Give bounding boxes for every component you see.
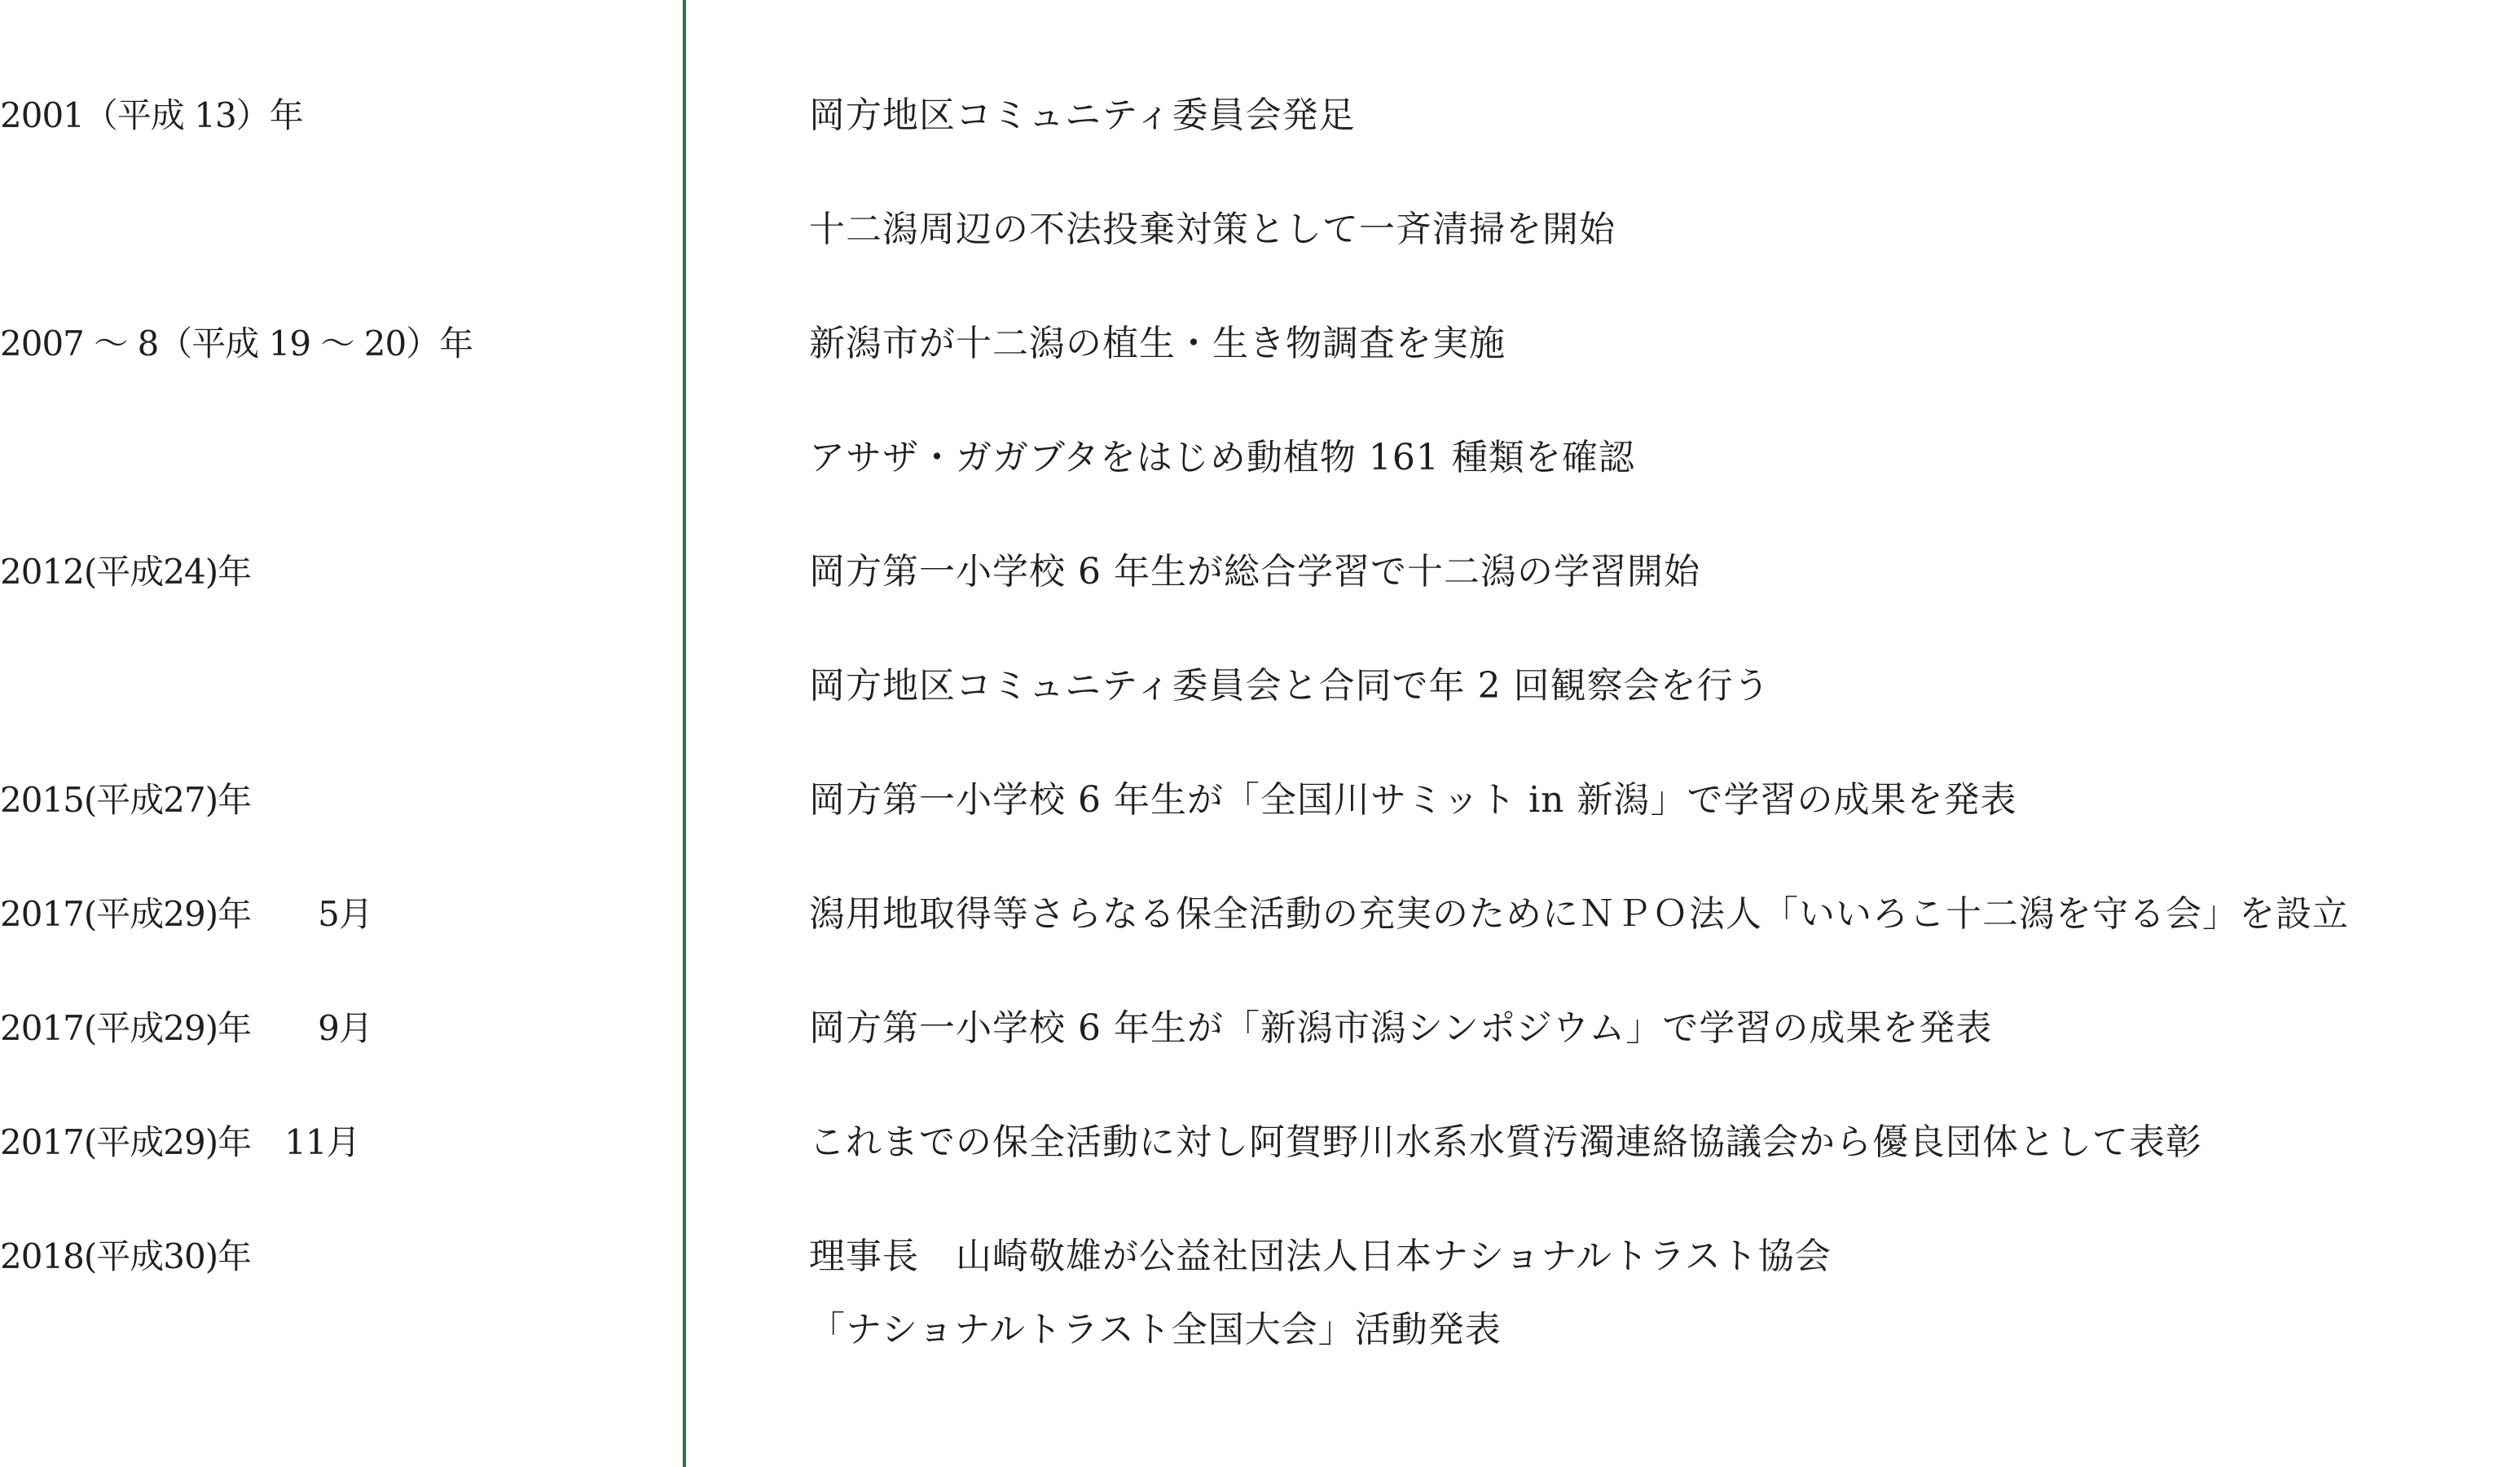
timeline-row	[0, 544, 2520, 601]
timeline-row	[0, 201, 2520, 258]
timeline-row	[0, 772, 2520, 829]
timeline-event: 岡方地区コミュニティ委員会と合同で年 2 回観察会を行う	[809, 665, 1770, 707]
timeline-row	[0, 87, 2520, 144]
timeline-date: 2017(平成29)年 5月	[0, 894, 372, 934]
timeline-date: 2015(平成27)年	[0, 780, 252, 820]
timeline-event-continuation: 「ナショナルトラスト全国大会」活動発表	[809, 1309, 1502, 1350]
timeline-date: 2007 ～ 8（平成 19 ～ 20）年	[0, 324, 473, 363]
timeline-date: 2018(平成30)年	[0, 1236, 252, 1276]
timeline-event: これまでの保全活動に対し阿賀野川水系水質汚濁連絡協議会から優良団体として表彰	[809, 1121, 2202, 1163]
timeline-date: 2001（平成 13）年	[0, 95, 303, 135]
timeline-row	[0, 886, 2520, 943]
timeline-row	[0, 1114, 2520, 1171]
timeline-date: 2012(平成24)年	[0, 552, 252, 592]
timeline-date: 2017(平成29)年 9月	[0, 1008, 372, 1048]
timeline-event: 岡方第一小学校 6 年生が「新潟市潟シンポジウム」で学習の成果を発表	[809, 1007, 1993, 1049]
timeline-event: 岡方第一小学校 6 年生が「全国川サミット in 新潟」で学習の成果を発表	[809, 779, 2017, 821]
timeline-row	[0, 1000, 2520, 1057]
timeline-row	[0, 315, 2520, 372]
timeline-event: 理事長 山崎敬雄が公益社団法人日本ナショナルトラスト協会	[809, 1236, 1832, 1277]
timeline-event: アサザ・ガガブタをはじめ動植物 161 種類を確認	[809, 437, 1635, 478]
timeline-row	[0, 430, 2520, 487]
timeline-event: 岡方第一小学校 6 年生が総合学習で十二潟の学習開始	[809, 551, 1700, 593]
timeline-row	[0, 1228, 2520, 1359]
timeline-event: 新潟市が十二潟の植生・生き物調査を実施	[809, 323, 1506, 364]
timeline-event: 潟用地取得等さらなる保全活動の充実のためにＮＰＯ法人「いいろこ十二潟を守る会」を設立	[809, 893, 2349, 935]
timeline-row	[0, 658, 2520, 715]
timeline-date: 2017(平成29)年 11月	[0, 1122, 360, 1162]
timeline-event: 十二潟周辺の不法投棄対策として一斉清掃を開始	[809, 209, 1616, 250]
timeline-event: 岡方地区コミュニティ委員会発足	[809, 95, 1356, 136]
